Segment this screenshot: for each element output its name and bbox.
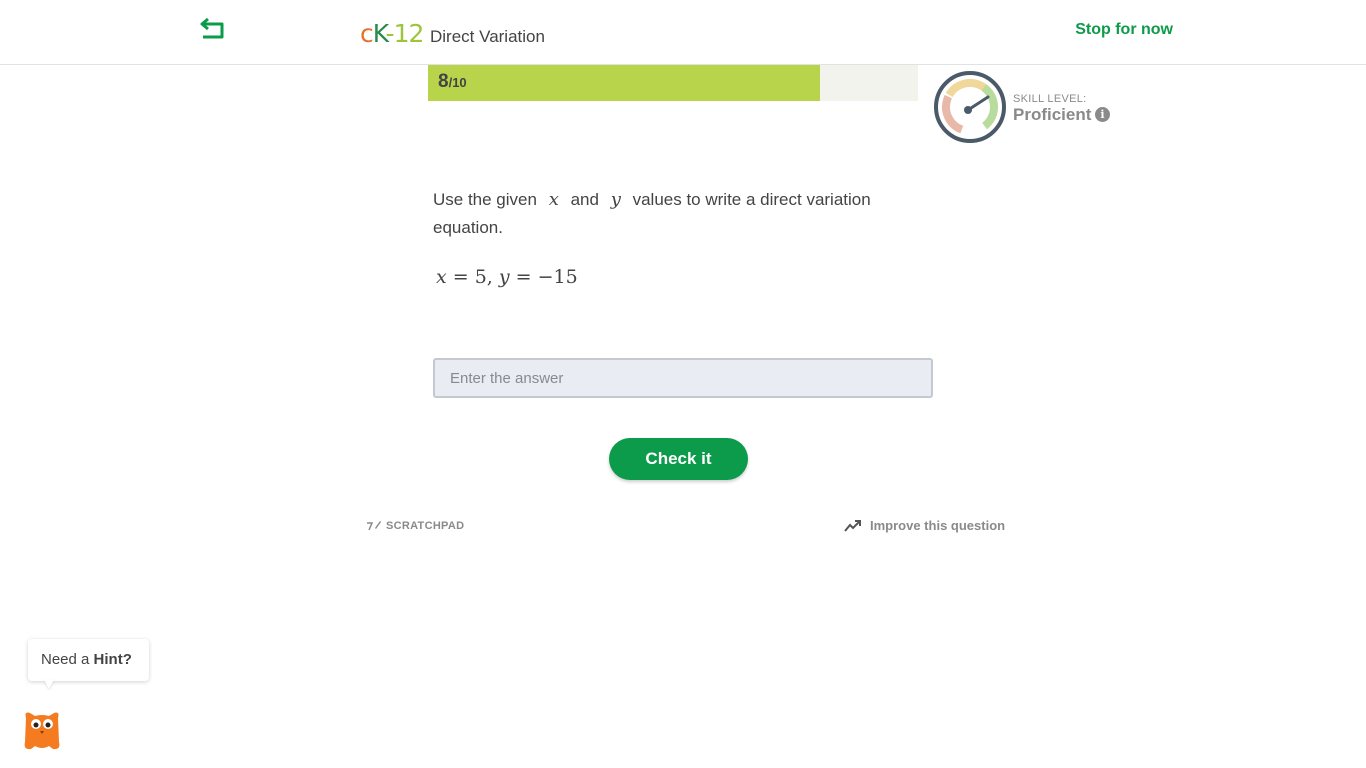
progress-total: /10	[448, 75, 467, 90]
equation-y-var: y	[492, 266, 510, 288]
hint-mascot-icon[interactable]	[21, 710, 63, 752]
question-part-3: values to write a direct variation equation.	[433, 190, 871, 237]
back-arrow-icon	[198, 18, 228, 42]
logo-dash: -	[385, 19, 394, 48]
skill-level-label: SKILL LEVEL:	[1013, 93, 1087, 105]
answer-input[interactable]	[433, 358, 933, 398]
logo-c: c	[360, 19, 373, 48]
variable-y: y	[610, 189, 621, 210]
equation-x-var: x	[436, 266, 447, 288]
page-title: Direct Variation	[430, 27, 545, 46]
given-values-equation	[436, 266, 578, 288]
top-bar	[0, 0, 1366, 65]
skill-level-value: Proficient	[1013, 105, 1092, 124]
improve-question-button[interactable]	[844, 518, 1005, 533]
stop-for-now-button[interactable]: Stop for now	[1075, 21, 1173, 38]
hint-bubble-tail	[44, 680, 54, 689]
trend-up-icon	[844, 519, 862, 533]
back-button[interactable]	[198, 18, 228, 42]
info-icon[interactable]: i	[1095, 107, 1110, 122]
check-it-button[interactable]: Check it	[609, 438, 748, 480]
variable-x: x	[548, 189, 559, 210]
question-part-2: and	[570, 190, 599, 209]
hint-strong: Hint?	[93, 651, 132, 668]
progress-bar	[428, 65, 918, 101]
equation-y-value: = −15	[509, 266, 578, 288]
progress-fill	[428, 65, 820, 101]
logo-number: 12	[393, 19, 424, 48]
scratchpad-label: SCRATCHPAD	[386, 520, 465, 532]
pencil-icon	[366, 519, 382, 531]
hint-bubble[interactable]	[28, 639, 149, 681]
hint-prefix: Need a	[41, 651, 94, 668]
skill-gauge-icon	[933, 70, 1007, 144]
equation-x-value: = 5,	[446, 266, 493, 288]
logo-k: K	[372, 19, 386, 48]
question-text	[433, 186, 903, 242]
progress-current: 8	[438, 71, 449, 92]
question-part-1: Use the given	[433, 190, 537, 209]
scratchpad-button[interactable]	[366, 519, 464, 532]
ck12-logo	[360, 20, 423, 48]
progress-count	[438, 71, 467, 93]
improve-label: Improve this question	[870, 518, 1006, 533]
